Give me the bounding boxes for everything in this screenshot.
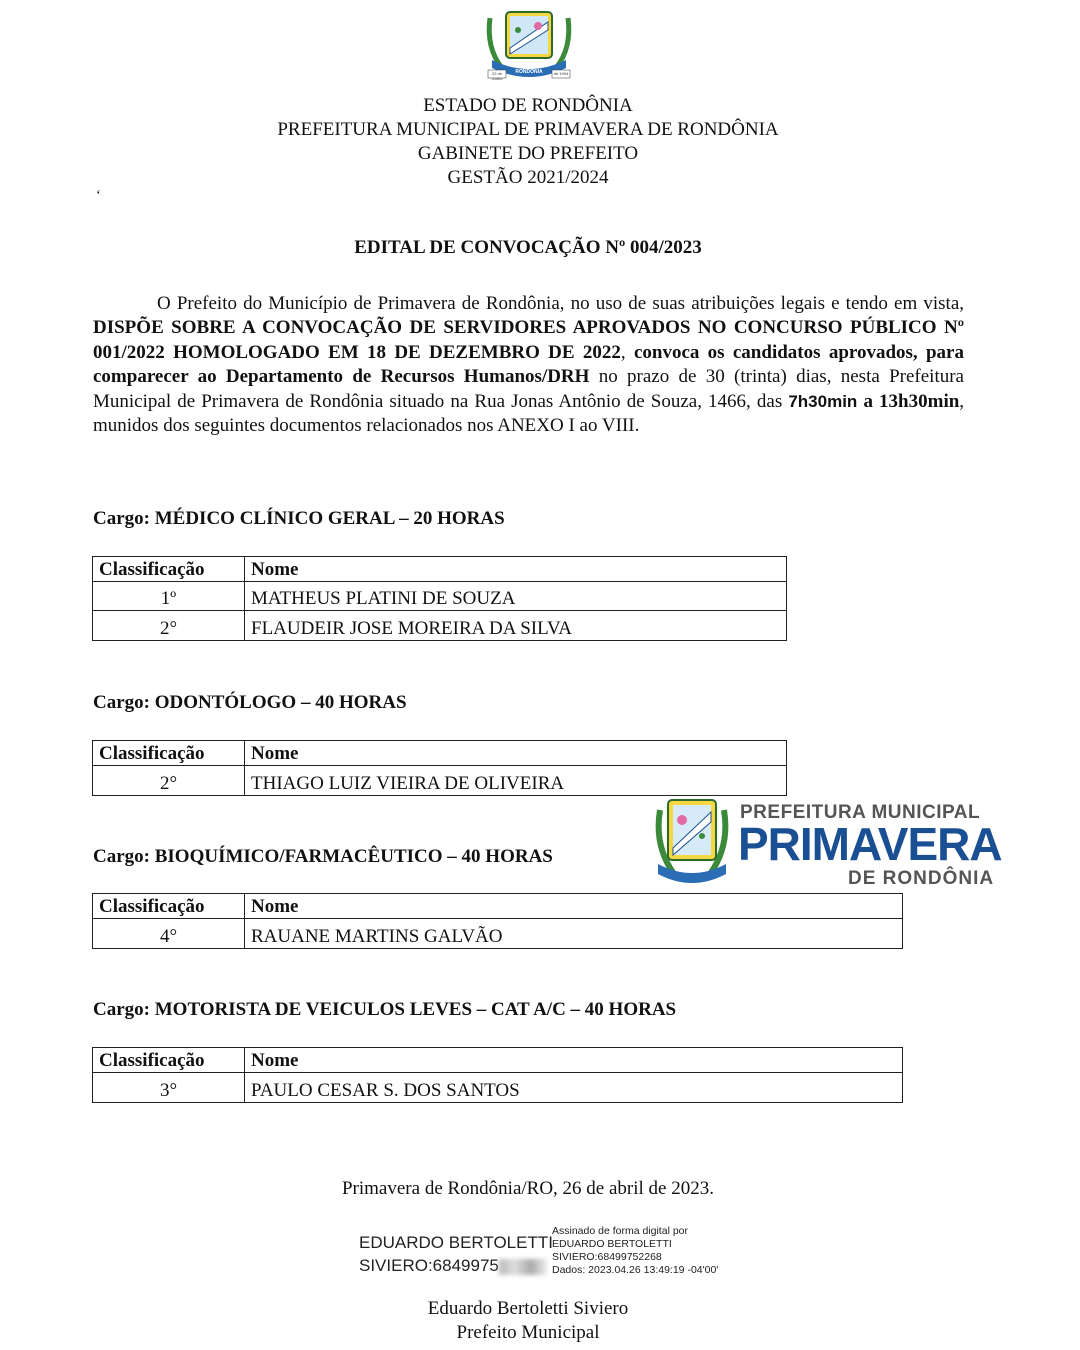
header-classificacao: Classificação	[93, 741, 245, 766]
classification-table-bioquimico	[92, 893, 903, 949]
header-classificacao: Classificação	[93, 557, 245, 582]
logo-line-1: PREFEITURA MUNICIPAL	[740, 802, 981, 823]
row-name: FLAUDEIR JOSE MOREIRA DA SILVA	[245, 611, 787, 641]
digital-signature	[359, 1222, 759, 1288]
crest-date-right: de 1994	[553, 71, 569, 76]
header-classificacao: Classificação	[93, 894, 245, 919]
intro-time-end: 13h30min	[879, 390, 960, 412]
signature-detail-line: SIVIERO:68499752268	[552, 1251, 662, 1263]
row-name: THIAGO LUIZ VIEIRA DE OLIVEIRA	[245, 766, 787, 796]
table-header-row	[93, 741, 787, 766]
intro-text-2: ,	[620, 341, 626, 363]
signature-name-line-2: SIVIERO:6849975	[359, 1256, 499, 1275]
table-row	[93, 919, 903, 949]
redacted-digits	[499, 1259, 547, 1275]
header-gestao: GESTÃO 2021/2024	[447, 167, 609, 188]
table-row	[93, 611, 787, 641]
header-classificacao: Classificação	[93, 1048, 245, 1073]
signature-name-line-1: EDUARDO BERTOLETTI	[359, 1233, 553, 1252]
logo-line-2: PRIMAVERA	[738, 818, 1002, 870]
table-header-row	[93, 894, 903, 919]
row-rank: 2°	[93, 611, 245, 641]
signature-details	[552, 1225, 718, 1277]
stray-mark: ‘	[96, 188, 101, 203]
cargo-heading-odontologo: Cargo: ODONTÓLOGO – 40 HORAS	[93, 692, 407, 713]
signature-detail-line: Dados: 2023.04.26 13:49:19 -04'00'	[552, 1264, 719, 1276]
intro-text-5: , munidos dos seguintes documentos relacionados nos ANEXO I ao VIII.	[93, 390, 965, 437]
intro-text-1: O Prefeito do Município de Primavera de Rondônia, no uso de suas atribuições legais e tendo em vista,	[157, 293, 964, 314]
cargo-heading-motorista: Cargo: MOTORISTA DE VEICULOS LEVES – CAT A/C – 40 HORAS	[93, 999, 677, 1020]
table-row	[93, 766, 787, 796]
table-row	[93, 582, 787, 611]
row-name: MATHEUS PLATINI DE SOUZA	[245, 582, 787, 611]
header-nome: Nome	[245, 894, 903, 919]
crest-date-left: 22 de Junho	[491, 71, 503, 81]
signature-detail-line: EDUARDO BERTOLETTI	[552, 1238, 672, 1250]
classification-table-motorista	[92, 1047, 903, 1103]
classification-table-odontologo	[92, 740, 787, 796]
header-nome: Nome	[245, 1048, 903, 1073]
prefeitura-logo-watermark	[652, 796, 1012, 892]
intro-bold-2: convoca os candidatos aprovados, para comparecer ao Departamento de Recursos Humanos/DRH	[93, 341, 964, 388]
signer-role: Prefeito Municipal	[456, 1322, 600, 1343]
cargo-heading-bioquimico: Cargo: BIOQUÍMICO/FARMACÊUTICO – 40 HORAS	[93, 846, 553, 867]
header-gabinete: GABINETE DO PREFEITO	[417, 143, 639, 164]
row-rank: 3°	[93, 1073, 245, 1103]
cargo-heading-medico: Cargo: MÉDICO CLÍNICO GERAL – 20 HORAS	[93, 508, 505, 529]
table-header-row	[93, 1048, 903, 1073]
row-rank: 1º	[93, 582, 245, 611]
place-date: Primavera de Rondônia/RO, 26 de abril de 2023.	[341, 1178, 714, 1199]
table-row	[93, 1073, 903, 1103]
signature-name-line-2-row	[359, 1256, 547, 1276]
table-header-row	[93, 557, 787, 582]
header-prefeitura: PREFEITURA MUNICIPAL DE PRIMAVERA DE RONDÔNIA	[277, 119, 779, 140]
classification-table-medico	[92, 556, 787, 641]
intro-text-4: a	[863, 390, 873, 412]
crest-icon	[652, 796, 732, 892]
document-title: EDITAL DE CONVOCAÇÃO Nº 004/2023	[354, 237, 702, 258]
logo-line-3: DE RONDÔNIA	[848, 868, 995, 889]
signer-name: Eduardo Bertoletti Siviero	[427, 1298, 629, 1319]
crest-banner-text: PRIMAVERA DE RONDÔNIA	[510, 63, 548, 75]
intro-bold-1: DISPÕE SOBRE A CONVOCAÇÃO DE SERVIDORES APROVADOS NO CONCURSO PÚBLICO Nº 001/2022 HOMOLOGADO EM 18 DE DEZEMBRO DE 2022	[93, 317, 964, 363]
intro-time-start: 7h30min	[788, 391, 858, 411]
header-nome: Nome	[245, 741, 787, 766]
row-name: RAUANE MARTINS GALVÃO	[245, 919, 903, 949]
row-rank: 2°	[93, 766, 245, 796]
row-name: PAULO CESAR S. DOS SANTOS	[245, 1073, 903, 1103]
header-state: ESTADO DE RONDÔNIA	[423, 95, 633, 116]
municipal-crest	[482, 8, 576, 88]
intro-paragraph	[93, 292, 964, 438]
header-nome: Nome	[245, 557, 787, 582]
signature-detail-line: Assinado de forma digital por	[552, 1225, 688, 1237]
row-rank: 4°	[93, 919, 245, 949]
intro-text-3: no prazo de 30 (trinta) dias, nesta Prefeitura Municipal de Primavera de Rondônia situado na Rua Jonas Antônio de Souza, 1466, das	[93, 366, 964, 412]
